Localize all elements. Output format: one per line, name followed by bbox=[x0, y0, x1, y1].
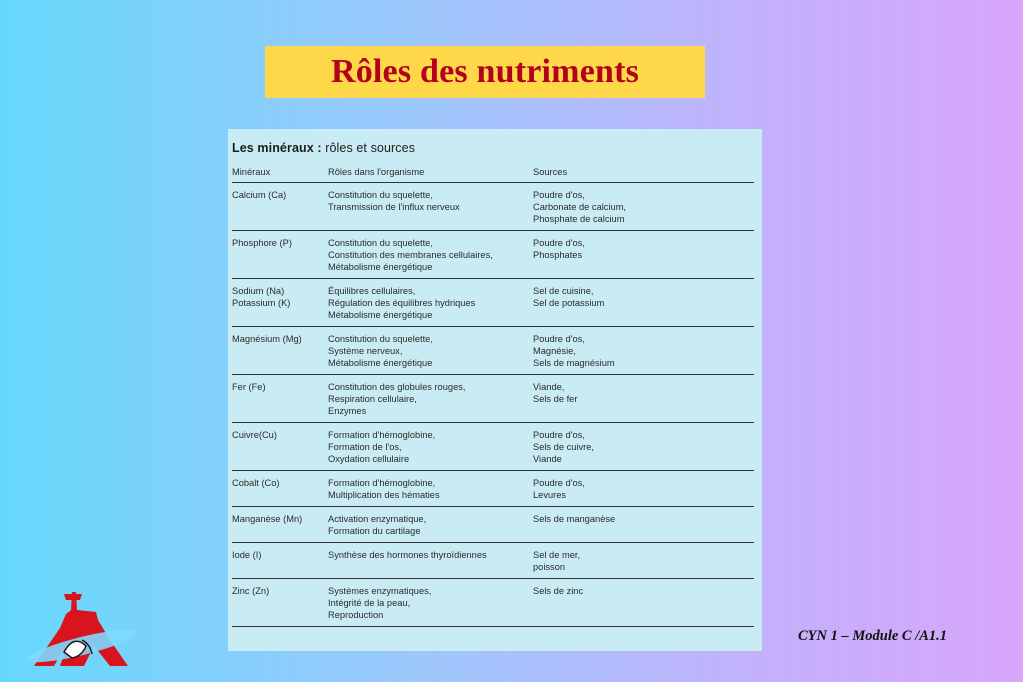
mineral-text: Zinc (Zn) bbox=[232, 586, 270, 596]
sources-text: Viande bbox=[533, 454, 562, 464]
mineral-text: Phosphore (P) bbox=[232, 238, 292, 248]
roles-text: Formation d'hémoglobine, bbox=[328, 430, 436, 440]
mineral-cell bbox=[232, 183, 328, 231]
sources-text: Sels de manganèse bbox=[533, 514, 616, 524]
roles-text: Métabolisme énergétique bbox=[328, 310, 433, 320]
roles-text: Transmission de l'influx nerveux bbox=[328, 202, 460, 212]
minerals-table bbox=[232, 166, 754, 627]
roles-text: Constitution du squelette, bbox=[328, 334, 433, 344]
mineral-cell bbox=[232, 231, 328, 279]
title-banner bbox=[265, 46, 705, 98]
roles-cell bbox=[328, 507, 533, 543]
roles-text: Systèmes enzymatiques, bbox=[328, 586, 432, 596]
sources-text: Magnésie, bbox=[533, 346, 576, 356]
sources-cell bbox=[533, 423, 754, 471]
minerals-table-panel bbox=[228, 129, 762, 651]
mineral-text: Fer (Fe) bbox=[232, 382, 266, 392]
roles-text: Oxydation cellulaire bbox=[328, 454, 410, 464]
sources-text: Sels de magnésium bbox=[533, 358, 615, 368]
sources-text: Viande, bbox=[533, 382, 565, 392]
mineral-cell bbox=[232, 543, 328, 579]
table-row bbox=[232, 423, 754, 471]
footer-module-label: CYN 1 – Module C /A1.1 bbox=[798, 628, 948, 644]
roles-cell bbox=[328, 543, 533, 579]
column-header-minerals: Minéraux bbox=[232, 166, 328, 183]
roles-text: Intégrité de la peau, bbox=[328, 598, 411, 608]
sources-text: Sel de potassium bbox=[533, 298, 605, 308]
roles-text: Constitution des membranes cellulaires, bbox=[328, 250, 493, 260]
roles-text: Activation enzymatique, bbox=[328, 514, 427, 524]
mineral-cell bbox=[232, 279, 328, 327]
sources-text: Carbonate de calcium, bbox=[533, 202, 627, 212]
sources-cell bbox=[533, 279, 754, 327]
roles-text: Enzymes bbox=[328, 406, 367, 416]
sources-text: Poudre d'os, bbox=[533, 478, 585, 488]
sources-text: poisson bbox=[533, 562, 566, 572]
sources-text: Sels de cuivre, bbox=[533, 442, 594, 452]
roles-text: Synthèse des hormones thyroïdiennes bbox=[328, 550, 487, 560]
sources-text: Phosphates bbox=[533, 250, 583, 260]
table-row bbox=[232, 231, 754, 279]
table-row bbox=[232, 183, 754, 231]
roles-text: Formation du cartilage bbox=[328, 526, 421, 536]
roles-text: Système nerveux, bbox=[328, 346, 403, 356]
sources-text: Poudre d'os, bbox=[533, 334, 585, 344]
roles-text: Formation de l'os, bbox=[328, 442, 402, 452]
sources-cell bbox=[533, 507, 754, 543]
roles-text: Constitution du squelette, bbox=[328, 238, 433, 248]
sources-text: Levures bbox=[533, 490, 567, 500]
sources-cell bbox=[533, 543, 754, 579]
mineral-text: Potassium (K) bbox=[232, 298, 291, 308]
roles-text: Équilibres cellulaires, bbox=[328, 286, 416, 296]
table-row bbox=[232, 507, 754, 543]
roles-cell bbox=[328, 579, 533, 627]
roles-cell bbox=[328, 423, 533, 471]
column-header-roles: Rôles dans l'organisme bbox=[328, 166, 533, 183]
table-row bbox=[232, 579, 754, 627]
table-body bbox=[232, 183, 754, 627]
table-row bbox=[232, 375, 754, 423]
sources-cell bbox=[533, 579, 754, 627]
table-row bbox=[232, 279, 754, 327]
sources-text: Poudre d'os, bbox=[533, 238, 585, 248]
roles-cell bbox=[328, 471, 533, 507]
roles-text: Constitution du squelette, bbox=[328, 190, 433, 200]
roles-cell bbox=[328, 327, 533, 375]
sources-text: Sels de zinc bbox=[533, 586, 584, 596]
sources-text: Sel de mer, bbox=[533, 550, 581, 560]
roles-text: Reproduction bbox=[328, 610, 384, 620]
roles-cell bbox=[328, 375, 533, 423]
table-header-row bbox=[232, 166, 754, 183]
mineral-cell bbox=[232, 507, 328, 543]
roles-text: Respiration cellulaire, bbox=[328, 394, 417, 404]
sources-cell bbox=[533, 327, 754, 375]
mineral-text: Manganèse (Mn) bbox=[232, 514, 303, 524]
sources-text: Sels de fer bbox=[533, 394, 578, 404]
sources-text: Sel de cuisine, bbox=[533, 286, 594, 296]
mineral-text: Sodium (Na) bbox=[232, 286, 285, 296]
sources-cell bbox=[533, 471, 754, 507]
mineral-text: Cuivre(Cu) bbox=[232, 430, 277, 440]
sources-cell bbox=[533, 231, 754, 279]
mineral-cell bbox=[232, 375, 328, 423]
column-header-sources: Sources bbox=[533, 166, 754, 183]
table-row bbox=[232, 327, 754, 375]
mineral-cell bbox=[232, 423, 328, 471]
table-heading-prefix: Les minéraux : bbox=[232, 141, 322, 155]
sources-text: Poudre d'os, bbox=[533, 190, 585, 200]
mineral-text: Cobalt (Co) bbox=[232, 478, 280, 488]
roles-cell bbox=[328, 231, 533, 279]
roles-text: Métabolisme énergétique bbox=[328, 358, 433, 368]
sources-text: Poudre d'os, bbox=[533, 430, 585, 440]
table-row bbox=[232, 471, 754, 507]
cyn-logo bbox=[24, 590, 142, 668]
roles-text: Formation d'hémoglobine, bbox=[328, 478, 436, 488]
roles-text: Régulation des équilibres hydriques bbox=[328, 298, 476, 308]
roles-text: Multiplication des hématies bbox=[328, 490, 440, 500]
table-row bbox=[232, 543, 754, 579]
mineral-cell bbox=[232, 327, 328, 375]
sources-cell bbox=[533, 183, 754, 231]
table-heading bbox=[232, 141, 754, 155]
roles-text: Métabolisme énergétique bbox=[328, 262, 433, 272]
roles-cell bbox=[328, 279, 533, 327]
sources-cell bbox=[533, 375, 754, 423]
page-title: Rôles des nutriments bbox=[330, 53, 640, 90]
mineral-text: Magnésium (Mg) bbox=[232, 334, 302, 344]
mineral-cell bbox=[232, 471, 328, 507]
mineral-text: Iode (I) bbox=[232, 550, 262, 560]
mineral-cell bbox=[232, 579, 328, 627]
roles-cell bbox=[328, 183, 533, 231]
roles-text: Constitution des globules rouges, bbox=[328, 382, 466, 392]
sources-text: Phosphate de calcium bbox=[533, 214, 625, 224]
table-heading-rest: rôles et sources bbox=[321, 141, 416, 155]
mineral-text: Calcium (Ca) bbox=[232, 190, 287, 200]
